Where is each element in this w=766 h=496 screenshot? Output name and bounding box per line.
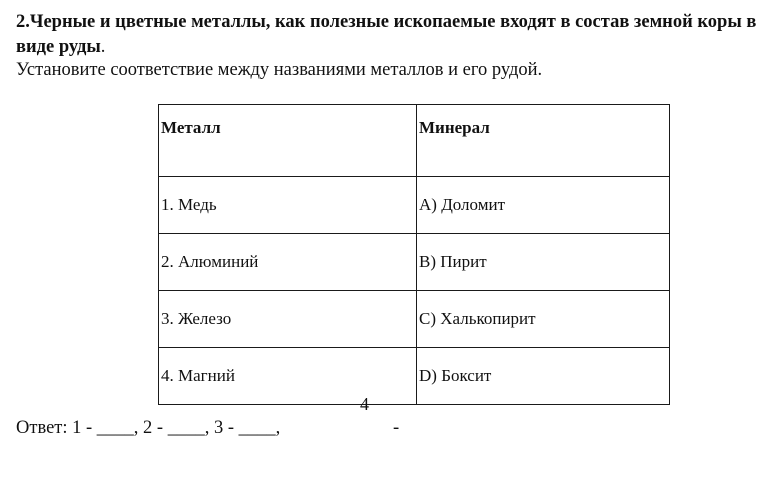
table-row [159, 177, 670, 234]
mineral-cell: C) Халькопирит [417, 291, 670, 348]
table-row [159, 348, 670, 405]
matching-table [158, 104, 670, 405]
table-row [159, 291, 670, 348]
answer-line: Ответ: 1 - ____, 2 - ____, 3 - ____, [16, 418, 281, 438]
task-instruction: Установите соответствие между названиями металлов и его рудой. [16, 60, 543, 80]
mineral-cell: A) Доломит [417, 177, 670, 234]
task-heading-text: 2.Черные и цветные металлы, как полезные ископаемые входят в состав земной коры в виде руды [16, 12, 757, 57]
table-header-row [159, 105, 670, 177]
metal-cell: 3. Железо [159, 291, 417, 348]
metal-cell: 4. Магний [159, 348, 417, 405]
header-metal: Металл [159, 105, 417, 177]
metal-cell: 2. Алюминий [159, 234, 417, 291]
page-number: 4 [360, 394, 369, 414]
answer-trailing-dash: - [393, 418, 400, 438]
table-row [159, 234, 670, 291]
metal-cell: 1. Медь [159, 177, 417, 234]
task-heading [16, 10, 761, 60]
mineral-cell: B) Пирит [417, 234, 670, 291]
task-heading-period: . [100, 37, 106, 57]
mineral-cell: D) Боксит [417, 348, 670, 405]
header-mineral: Минерал [417, 105, 670, 177]
